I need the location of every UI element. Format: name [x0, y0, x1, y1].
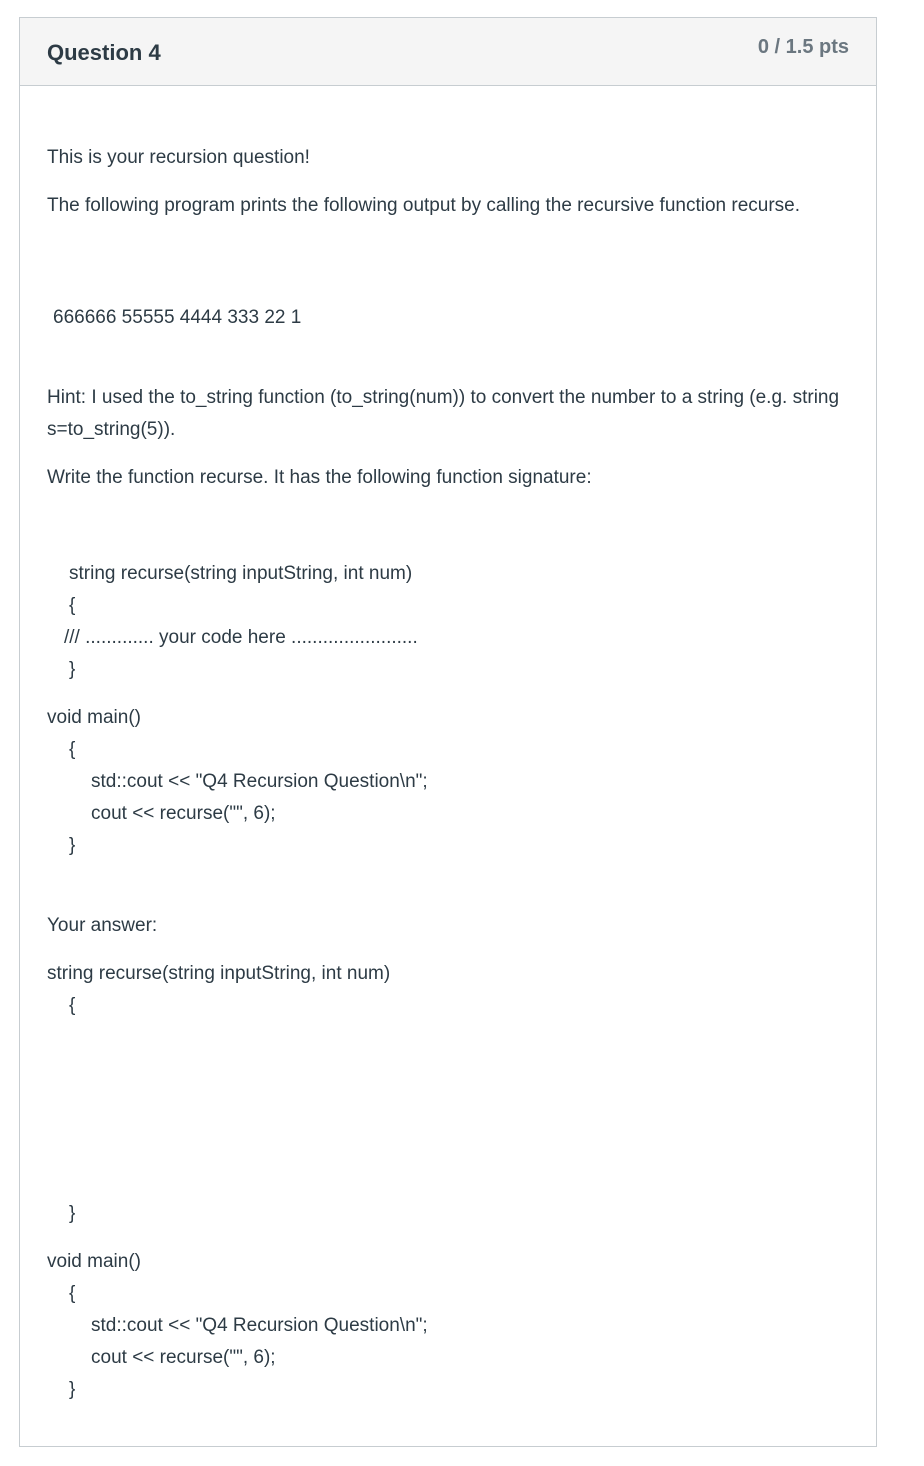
- signature-open-brace: {: [69, 595, 76, 616]
- answer-main-close-brace: }: [69, 1379, 76, 1400]
- answer-open-brace: {: [69, 995, 76, 1016]
- output-sample: 666666 55555 4444 333 22 1: [53, 307, 302, 328]
- signature-close-brace: }: [69, 659, 76, 680]
- hint-text: Hint: I used the to_string function (to_string(num)) to convert the number to a string (e.g. string s=to_string(5)).: [47, 387, 845, 440]
- question-header: [20, 18, 876, 86]
- signature-line: string recurse(string inputString, int num): [69, 563, 413, 584]
- answer-main-line-2: cout << recurse("", 6);: [91, 1347, 276, 1368]
- answer-main-line-1: std::cout << "Q4 Recursion Question\n";: [91, 1315, 428, 1336]
- answer-signature-line: string recurse(string inputString, int num): [47, 963, 391, 984]
- answer-label: Your answer:: [47, 915, 158, 936]
- answer-close-brace: }: [69, 1203, 76, 1224]
- question-title: Question 4: [47, 40, 161, 65]
- main-close-brace: }: [69, 835, 76, 856]
- main-header: void main(): [47, 707, 141, 728]
- description-text: The following program prints the following output by calling the recursive function recurse.: [47, 195, 800, 216]
- question-points: 0 / 1.5 pts: [757, 36, 849, 58]
- signature-comment: /// ............. your code here ........................: [64, 627, 418, 648]
- answer-main-header: void main(): [47, 1251, 141, 1272]
- main-line-1: std::cout << "Q4 Recursion Question\n";: [91, 771, 428, 792]
- question-card: [19, 17, 877, 1447]
- main-open-brace: {: [69, 739, 76, 760]
- main-line-2: cout << recurse("", 6);: [91, 803, 276, 824]
- answer-main-open-brace: {: [69, 1283, 76, 1304]
- intro-text: This is your recursion question!: [47, 147, 310, 168]
- instruction-text: Write the function recurse. It has the following function signature:: [47, 467, 592, 488]
